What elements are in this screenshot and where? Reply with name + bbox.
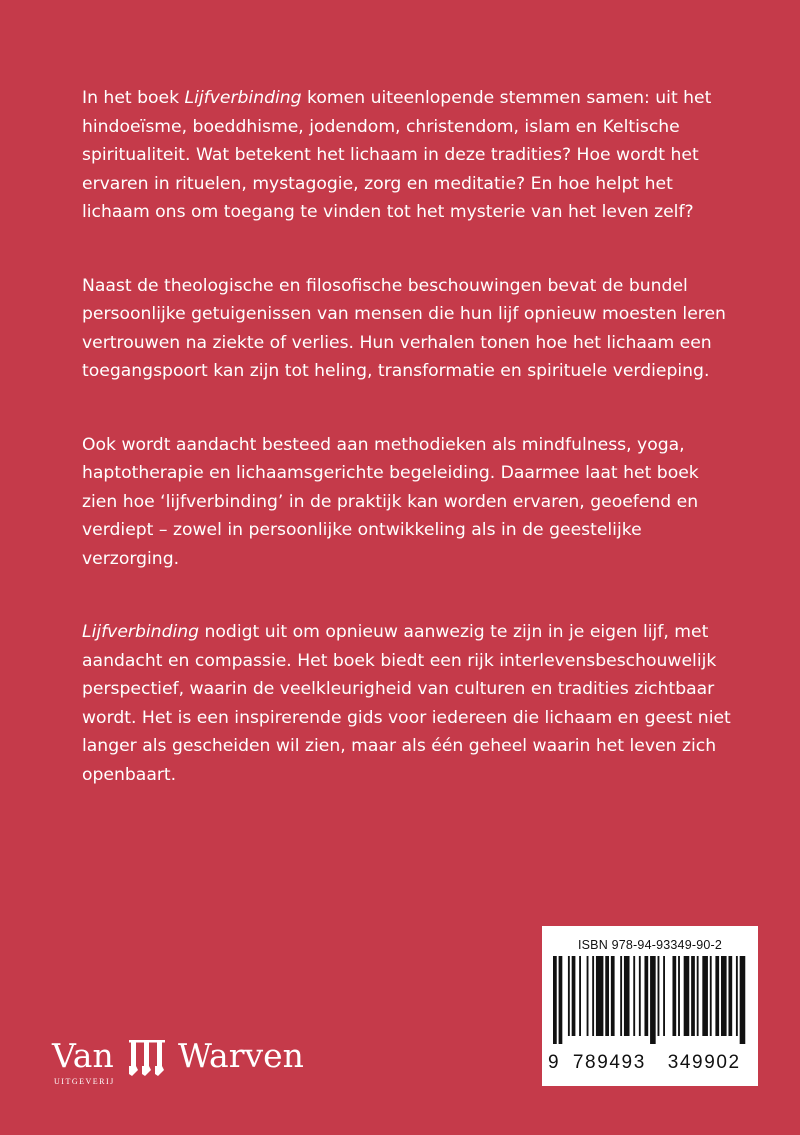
paragraph-3: Ook wordt aandacht besteed aan methodieken als mindfulness, yoga, haptotherapie en lichaamsgerichte begeleiding. Daarmee laat het boek zien hoe ‘lijfverbinding’ in de praktijk kan worden ervaren, geoefend en verdiept – zowel in persoonlijke ontwikkeling als in de geestelijke verzorging.	[82, 434, 699, 569]
publisher-logo	[52, 1030, 352, 1100]
publisher-subtitle: UITGEVERIJ	[54, 1077, 115, 1086]
paragraph-4: Lijfverbinding nodigt uit om opnieuw aanwezig te zijn in je eigen lijf, met aandacht en compassie. Het boek biedt een rijk interlevensbeschouwelijk perspectief, waarin de veelkleurigheid van culturen en tradities zichtbaar wordt. Het is een inspirerende gids voor iedereen die lichaam en geest niet langer als gescheiden wil zien, maar als één geheel waarin het leven zich openbaart.	[82, 622, 731, 785]
publisher-name-van: Van	[52, 1036, 114, 1075]
publisher-name-warven: Warven	[178, 1036, 304, 1075]
paragraph-1: In het boek Lijfverbinding komen uiteenlopende stemmen samen: uit het hindoeïsme, boeddhisme, jodendom, christendom, islam en Keltische spiritualiteit. Wat betekent het lichaam in deze tradities? Hoe wordt het ervaren in rituelen, mystagogie, zorg en meditatie? En hoe helpt het lichaam ons om toegang te vinden tot het mysterie van het leven zelf?	[82, 88, 712, 222]
barcode-icon	[553, 956, 749, 1044]
isbn-label: ISBN 978-94-93349-90-2	[577, 938, 723, 952]
back-cover-text	[82, 84, 732, 834]
paragraph-2: Naast de theologische en filosofische beschouwingen bevat de bundel persoonlijke getuigenissen van mensen die hun lijf opnieuw moesten leren vertrouwen na ziekte of verlies. Hun verhalen tonen hoe het lichaam een toegangspoort kan zijn tot heling, transformatie en spirituele verdieping.	[82, 275, 726, 381]
isbn-barcode-panel	[542, 926, 758, 1086]
book-title: Lijfverbinding	[82, 622, 200, 642]
book-title: Lijfverbinding	[184, 88, 302, 108]
publisher-mark-icon	[129, 1040, 173, 1078]
barcode-digits: 9 789493 349902	[548, 1052, 741, 1073]
